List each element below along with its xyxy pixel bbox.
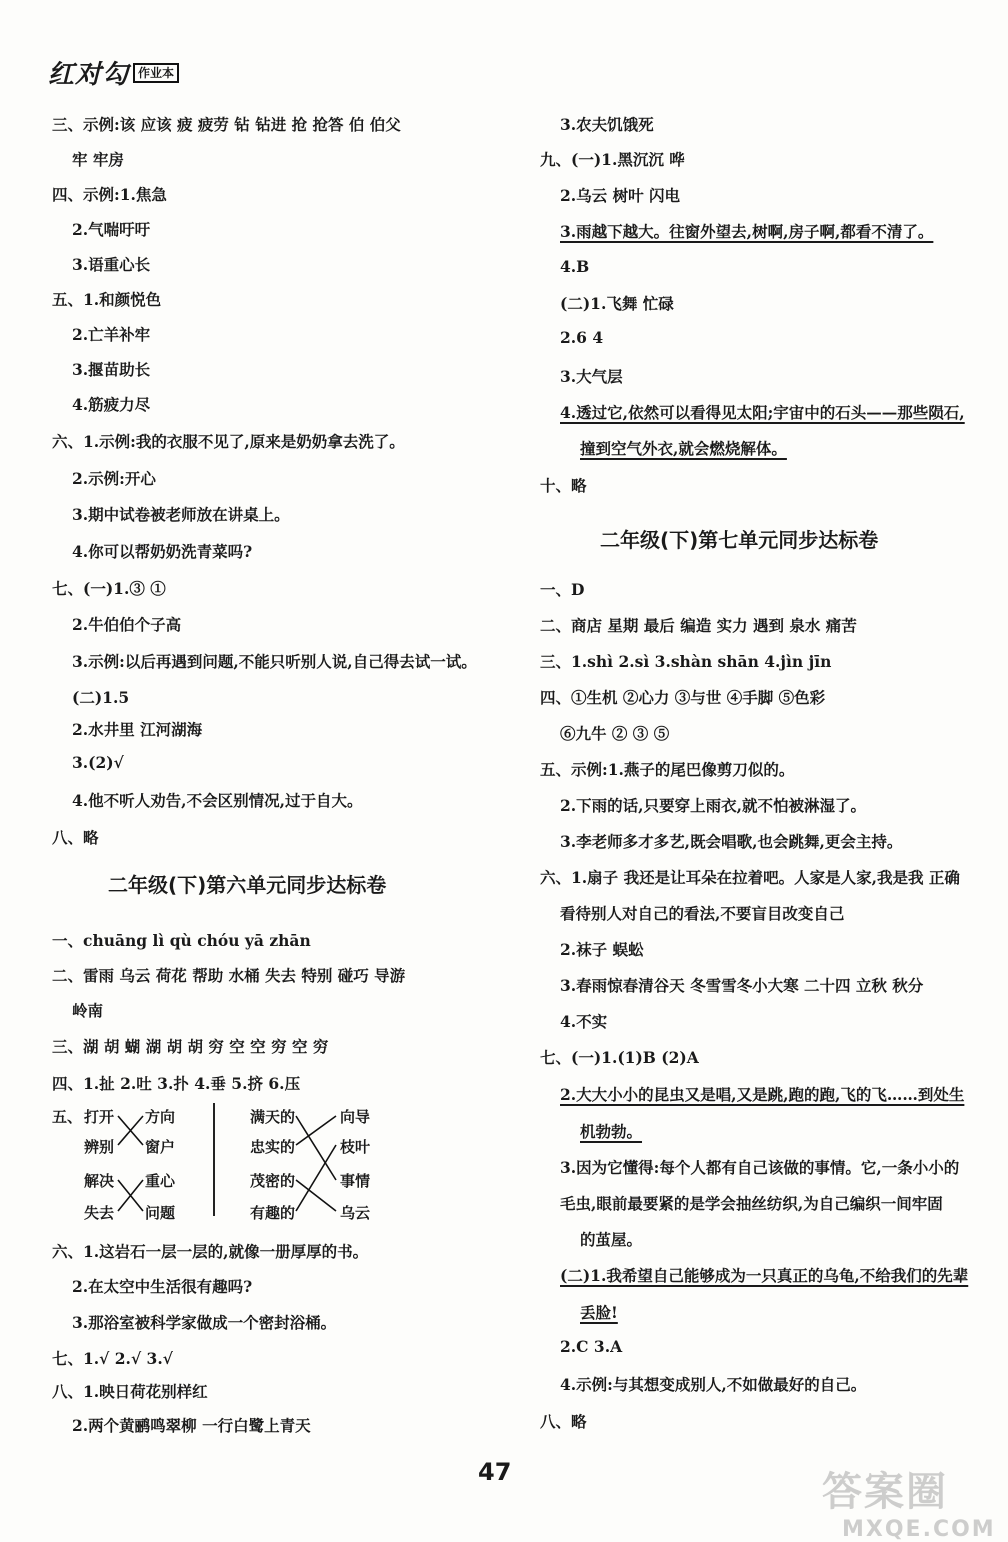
answer-line: 3.农夫饥饿死 [560,115,654,134]
brand-subtitle: 作业本 [133,63,179,83]
answer-line: 2.大大小小的昆虫又是唱,又是跳,跑的跑,飞的飞……到处生 [560,1085,965,1104]
answer-line: 七、1.√ 2.√ 3.√ [52,1349,173,1368]
watermark-site: MXQE.COM [842,1517,996,1542]
answer-line: 的茧屋。 [580,1230,643,1249]
match-right-a-3: 有趣的 [250,1204,296,1222]
answer-line: (二)1.飞舞 忙碌 [560,294,674,313]
answer-line: 4.不实 [560,1012,608,1031]
answer-line: 3.示例:以后再遇到问题,不能只听别人说,自己得去试一试。 [72,652,477,671]
match-left-a-3: 失去 [84,1204,115,1222]
answer-line: 4.你可以帮奶奶洗青菜吗? [72,542,253,561]
match-left-b-3: 问题 [145,1204,176,1222]
match-left-a-0: 打开 [84,1108,115,1126]
answer-line: 五、1.和颜悦色 [52,290,162,309]
answer-line: 二、商店 星期 最后 编造 实力 遇到 泉水 痛苦 [540,616,857,635]
answer-line: 2.下雨的话,只要穿上雨衣,就不怕被淋湿了。 [560,796,866,815]
match-right-a-2: 茂密的 [250,1172,296,1190]
answer-line: 四、1.扯 2.吐 3.扑 4.垂 5.挤 6.压 [52,1074,301,1093]
answer-line: 4.示例:与其想变成别人,不如做最好的自己。 [560,1375,867,1394]
answer-line: 一、D [540,580,585,599]
matching-divider [213,1103,215,1216]
answer-line: 2.乌云 树叶 闪电 [560,186,680,205]
answer-line: 毛虫,眼前最要紧的是学会抽丝纺织,为自己编织一间牢固 [560,1194,943,1213]
answer-line: 3.因为它懂得:每个人都有自己该做的事情。它,一条小小的 [560,1158,960,1177]
answer-line: 2.6 4 [560,328,604,347]
match-left-a-1: 辨别 [84,1138,115,1156]
answer-line: 九、(一)1.黑沉沉 哗 [540,150,685,169]
watermark [822,1460,1002,1542]
match-left-a-2: 解决 [84,1172,115,1190]
answer-line: 3.雨越下越大。往窗外望去,树啊,房子啊,都看不清了。 [560,222,934,241]
match-right-a-1: 忠实的 [250,1138,296,1156]
answer-line: 3.春雨惊春清谷天 冬雪雪冬小大寒 二十四 立秋 秋分 [560,976,924,995]
answer-line: 七、(一)1.③ ① [52,579,166,598]
answer-line: 四、示例:1.焦急 [52,185,167,204]
match-right-b-2: 事情 [340,1172,371,1190]
answer-line: 2.示例:开心 [72,469,156,488]
answer-line: 2.C 3.A [560,1337,623,1356]
section-heading-unit6: 二年级(下)第六单元同步达标卷 [108,873,387,897]
answer-line: 2.水井里 江河湖海 [72,720,203,739]
answer-line: 2.气喘吁吁 [72,220,151,239]
answer-line: 三、湖 胡 蝴 湖 胡 胡 穷 空 空 穷 空 穷 [52,1037,329,1056]
answer-line: 撞到空气外衣,就会燃烧解体。 [580,439,787,458]
answer-line: 六、1.扇子 我还是让耳朵在拉着吧。人家是人家,我是我 正确 [540,868,960,887]
answer-line: 3.期中试卷被老师放在讲桌上。 [72,505,290,524]
answer-line: 3.李老师多才多艺,既会唱歌,也会跳舞,更会主持。 [560,832,903,851]
answer-line: 五、示例:1.燕子的尾巴像剪刀似的。 [540,760,795,779]
answer-line: 六、1.示例:我的衣服不见了,原来是奶奶拿去洗了。 [52,432,405,451]
match-left-b-2: 重心 [145,1172,176,1190]
answer-line: 二、雷雨 乌云 荷花 帮助 水桶 失去 特别 碰巧 导游 [52,966,406,985]
answer-line: 牢 牢房 [72,150,124,169]
answer-line: 丢脸! [580,1303,618,1322]
answer-line: (二)1.5 [72,688,130,707]
answer-line: ⑥九牛 ② ③ ⑤ [560,724,670,743]
answer-line: 2.牛伯伯个子高 [72,615,182,634]
match-left-b-1: 窗户 [145,1138,176,1156]
match-left-b-0: 方向 [145,1108,176,1126]
answer-line: 4.B [560,257,590,276]
answer-line: 八、略 [52,828,99,847]
answer-line: 机勃勃。 [580,1122,643,1141]
answer-line: 4.筋疲力尽 [72,395,151,414]
answer-line: (二)1.我希望自己能够成为一只真正的乌龟,不给我们的先辈 [560,1266,969,1285]
answer-line: 3.(2)√ [72,753,124,772]
answer-line: 2.在太空中生活很有趣吗? [72,1277,253,1296]
answer-line: 八、1.映日荷花别样红 [52,1382,208,1401]
answer-line: 三、示例:该 应该 疲 疲劳 钻 钻进 抢 抢答 伯 伯父 [52,115,401,134]
matching-prefix: 五、 [52,1108,83,1126]
answer-line: 3.揠苗助长 [72,360,151,379]
match-right-b-0: 向导 [340,1108,371,1126]
answer-line: 3.那浴室被科学家做成一个密封浴桶。 [72,1313,337,1332]
answer-line: 六、1.这岩石一层一层的,就像一册厚厚的书。 [52,1242,369,1261]
brand-logo: 红对勾 [48,60,130,90]
answer-line: 3.大气层 [560,367,623,386]
answer-line: 十、略 [540,476,587,495]
page-number: 47 [478,1458,512,1486]
answer-line: 2.袜子 蜈蚣 [560,940,644,959]
match-right-a-0: 满天的 [250,1108,296,1126]
answer-line: 看待别人对自己的看法,不要盲目改变自己 [560,904,845,923]
answer-line: 4.他不听人劝告,不会区别情况,过于自大。 [72,791,363,810]
section-heading-unit7: 二年级(下)第七单元同步达标卷 [600,528,879,552]
watermark-logo-text: 答案圈 [822,1469,948,1515]
answer-line: 2.亡羊补牢 [72,325,151,344]
answer-line: 4.透过它,依然可以看得见太阳;宇宙中的石头——那些陨石, [560,403,965,422]
match-right-b-3: 乌云 [340,1204,371,1222]
answer-line: 三、1.shì 2.sì 3.shàn shān 4.jìn jīn [540,652,832,671]
answer-line: 四、①生机 ②心力 ③与世 ④手脚 ⑤色彩 [540,688,826,707]
answer-line: 2.两个黄鹂鸣翠柳 一行白鹭上青天 [72,1416,311,1435]
answer-line: 八、略 [540,1412,587,1431]
answer-line: 七、(一)1.(1)B (2)A [540,1048,699,1067]
answer-line: 3.语重心长 [72,255,151,274]
answer-line: 岭南 [72,1001,104,1020]
match-right-b-1: 枝叶 [340,1138,371,1156]
answer-line: 一、chuāng lì qù chóu yā zhān [52,931,311,950]
